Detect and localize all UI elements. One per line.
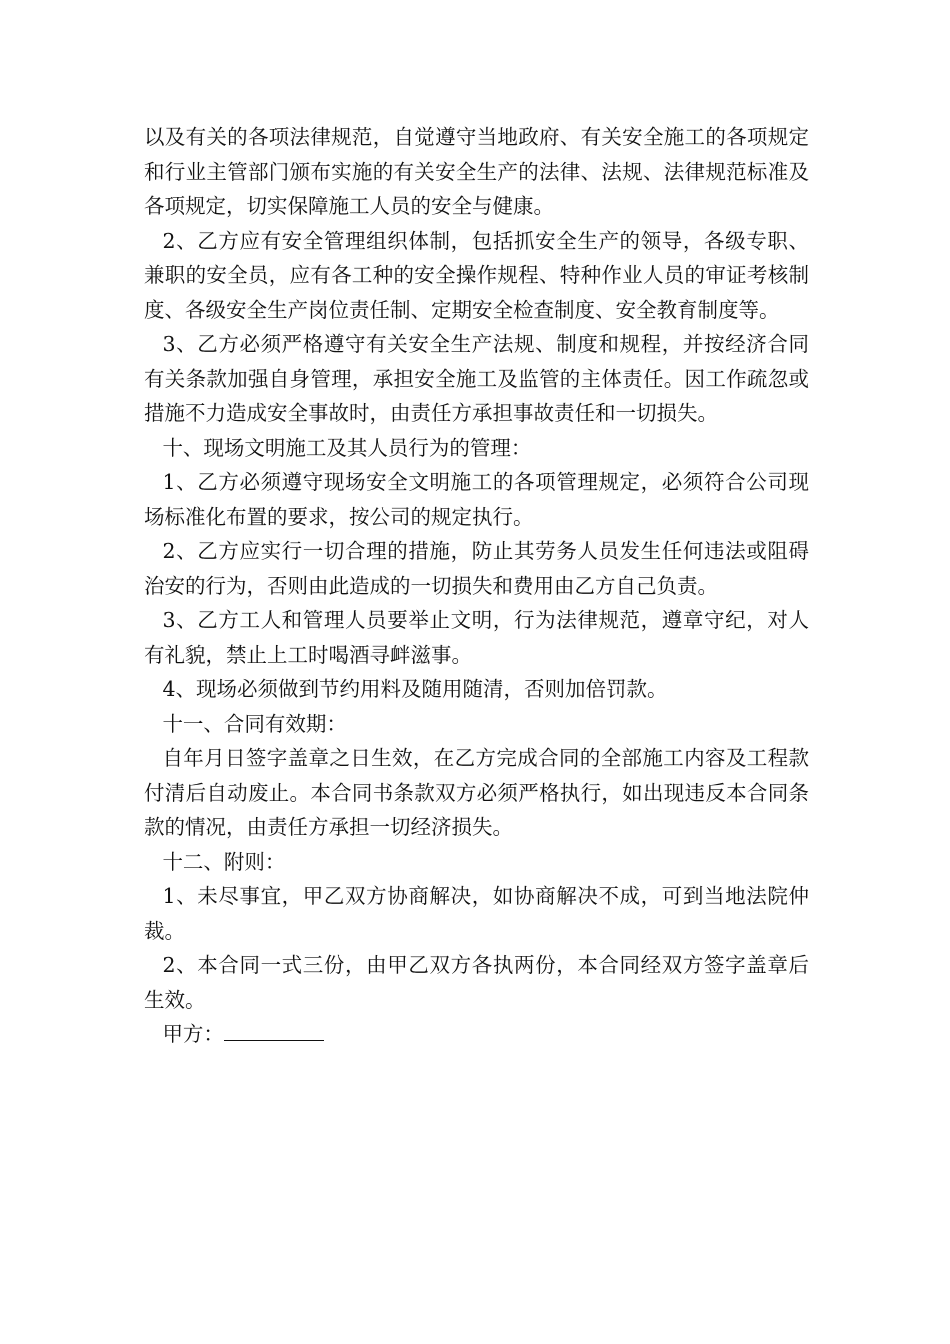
paragraph-copies: 2、本合同一式三份，由甲乙双方各执两份，本合同经双方签字盖章后生效。 (144, 953, 809, 1012)
paragraph-site-management-rules: 1、乙方必须遵守现场安全文明施工的各项管理规定，必须符合公司现场标准化布置的要求，按公司的规定执行。 (144, 470, 809, 529)
paragraph-safety-compliance: 3、乙方必须严格遵守有关安全生产法规、制度和规程，并按经济合同有关条款加强自身管理，承担安全施工及监管的主体责任。因工作疏忽或措施不力造成安全事故时，由责任方承担事故责任和一切损失。 (144, 332, 809, 425)
paragraph-worker-conduct: 3、乙方工人和管理人员要举止文明，行为法律规范，遵章守纪，对人有礼貌，禁止上工时喝酒寻衅滋事。 (144, 608, 809, 667)
document-body (144, 120, 809, 1052)
paragraph-safety-laws: 以及有关的各项法律规范，自觉遵守当地政府、有关安全施工的各项规定和行业主管部门颁布实施的有关安全生产的法律、法规、法律规范标准及各项规定，切实保障施工人员的安全与健康。 (144, 125, 809, 218)
section-heading-civilized-construction: 十、现场文明施工及其人员行为的管理： (162, 435, 532, 460)
signature-label: 甲方： (162, 1022, 224, 1046)
paragraph-material-saving: 4、现场必须做到节约用料及随用随清，否则加倍罚款。 (162, 677, 668, 701)
paragraph-safety-organization: 2、乙方应有安全管理组织体制，包括抓安全生产的领导，各级专职、兼职的安全员，应有各工种的安全操作规程、特种作业人员的审证考核制度、各级安全生产岗位责任制、定期安全检查制度、安全教育制度等。 (144, 228, 809, 322)
paragraph-validity-terms: 自年月日签字盖章之日生效，在乙方完成合同的全部施工内容及工程款付清后自动废止。本合同书条款双方必须严格执行，如出现违反本合同条款的情况，由责任方承担一切经济损失。 (144, 746, 809, 839)
paragraph-dispute-resolution: 1、未尽事宜，甲乙双方协商解决，如协商解决不成，可到当地法院仲裁。 (144, 884, 809, 943)
section-heading-validity: 十一、合同有效期： (162, 711, 347, 736)
signature-blank-line[interactable] (224, 1018, 324, 1041)
paragraph-reasonable-measures: 2、乙方应实行一切合理的措施，防止其劳务人员发生任何违法或阻碍治安的行为，否则由此造成的一切损失和费用由乙方自己负责。 (144, 539, 809, 598)
signature-party-a (144, 1017, 809, 1052)
section-heading-supplementary: 十二、附则： (162, 849, 286, 874)
